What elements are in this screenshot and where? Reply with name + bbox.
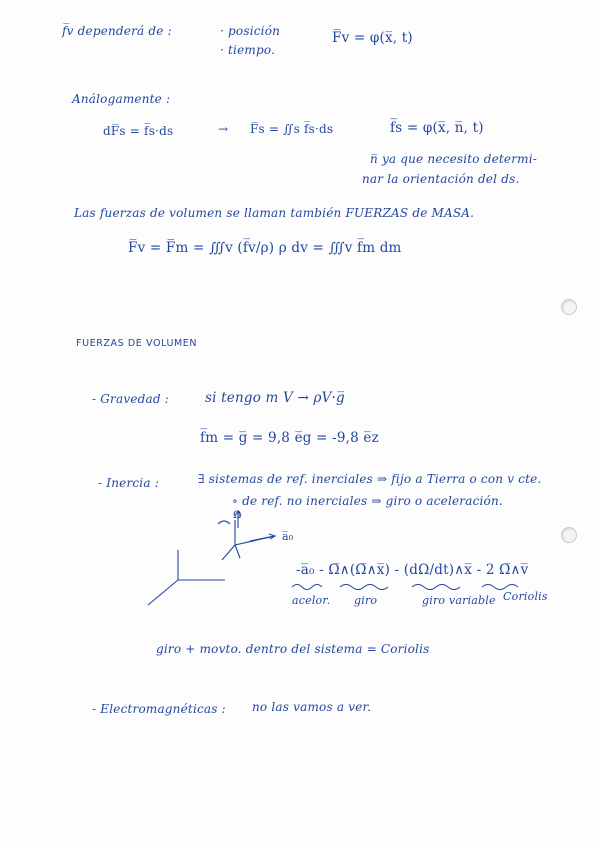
bullet-posicion: · posición [220,24,281,38]
fs-integral-formula: F̅s = ∬s f̅s·ds [250,122,334,136]
fm-formula: F̅v = F̅m = ∭v (f̅v/ρ) ρ dv = ∭v f̅m dm [128,240,402,256]
term-acelor: acelor. [292,594,331,607]
inercia-text-line2: ∘ de ref. no inerciales ⇒ giro o aceleración. [232,494,503,508]
arrow-fs: → [218,122,229,136]
electro-label: - Electromagnéticas : [92,702,226,716]
dfs-formula: dF̅s = f̅s·ds [103,124,174,138]
coriolis-note: giro + movto. dentro del sistema = Coriolis [156,642,430,656]
omega-label: Ω [233,510,242,521]
fs-formula: f̅s = φ(x̅, n̅, t) [390,120,484,136]
n-note-line1: n̅ ya que necesito determi- [370,152,538,166]
gravedad-formula: f̅m = g̅ = 9,8 e̅g = -9,8 e̅z [200,430,379,446]
gravedad-text: si tengo m V → ρV·g̅ [205,390,345,406]
inercia-label: - Inercia : [98,476,159,490]
term-giro-variable: giro variable [422,594,496,607]
binder-hole-lower [561,527,577,543]
term-giro: giro [354,594,378,607]
term-coriolis: Coriolis [503,590,548,603]
bullet-tiempo: · tiempo. [220,43,276,57]
inercia-text-line1: ∃ sistemas de ref. inerciales ⇒ fijo a Tierra o con v cte. [198,472,542,486]
binder-hole-upper [561,299,577,315]
masa-line: Las fuerzas de volumen se llaman también FUERZAS de MASA. [74,206,475,220]
a0-label: a̅₀ [282,530,294,543]
inercia-formula: -a̅₀ - Ω̅∧(Ω̅∧x̅) - (dΩ/dt)∧x̅ - 2 Ω̅∧v̅ [296,562,529,578]
fv-depends-text: f̅v dependerá de : [62,24,172,38]
section-heading: FUERZAS DE VOLUMEN [76,338,198,349]
gravedad-label: - Gravedad : [92,392,170,406]
n-note-line2: nar la orientación del ds. [362,172,520,186]
analogamente-heading: Análogamente : [72,92,171,106]
electro-text: no las vamos a ver. [252,700,372,714]
reference-frame-sketch [140,500,300,610]
fv-formula: F̅v = φ(x̅, t) [332,30,413,46]
